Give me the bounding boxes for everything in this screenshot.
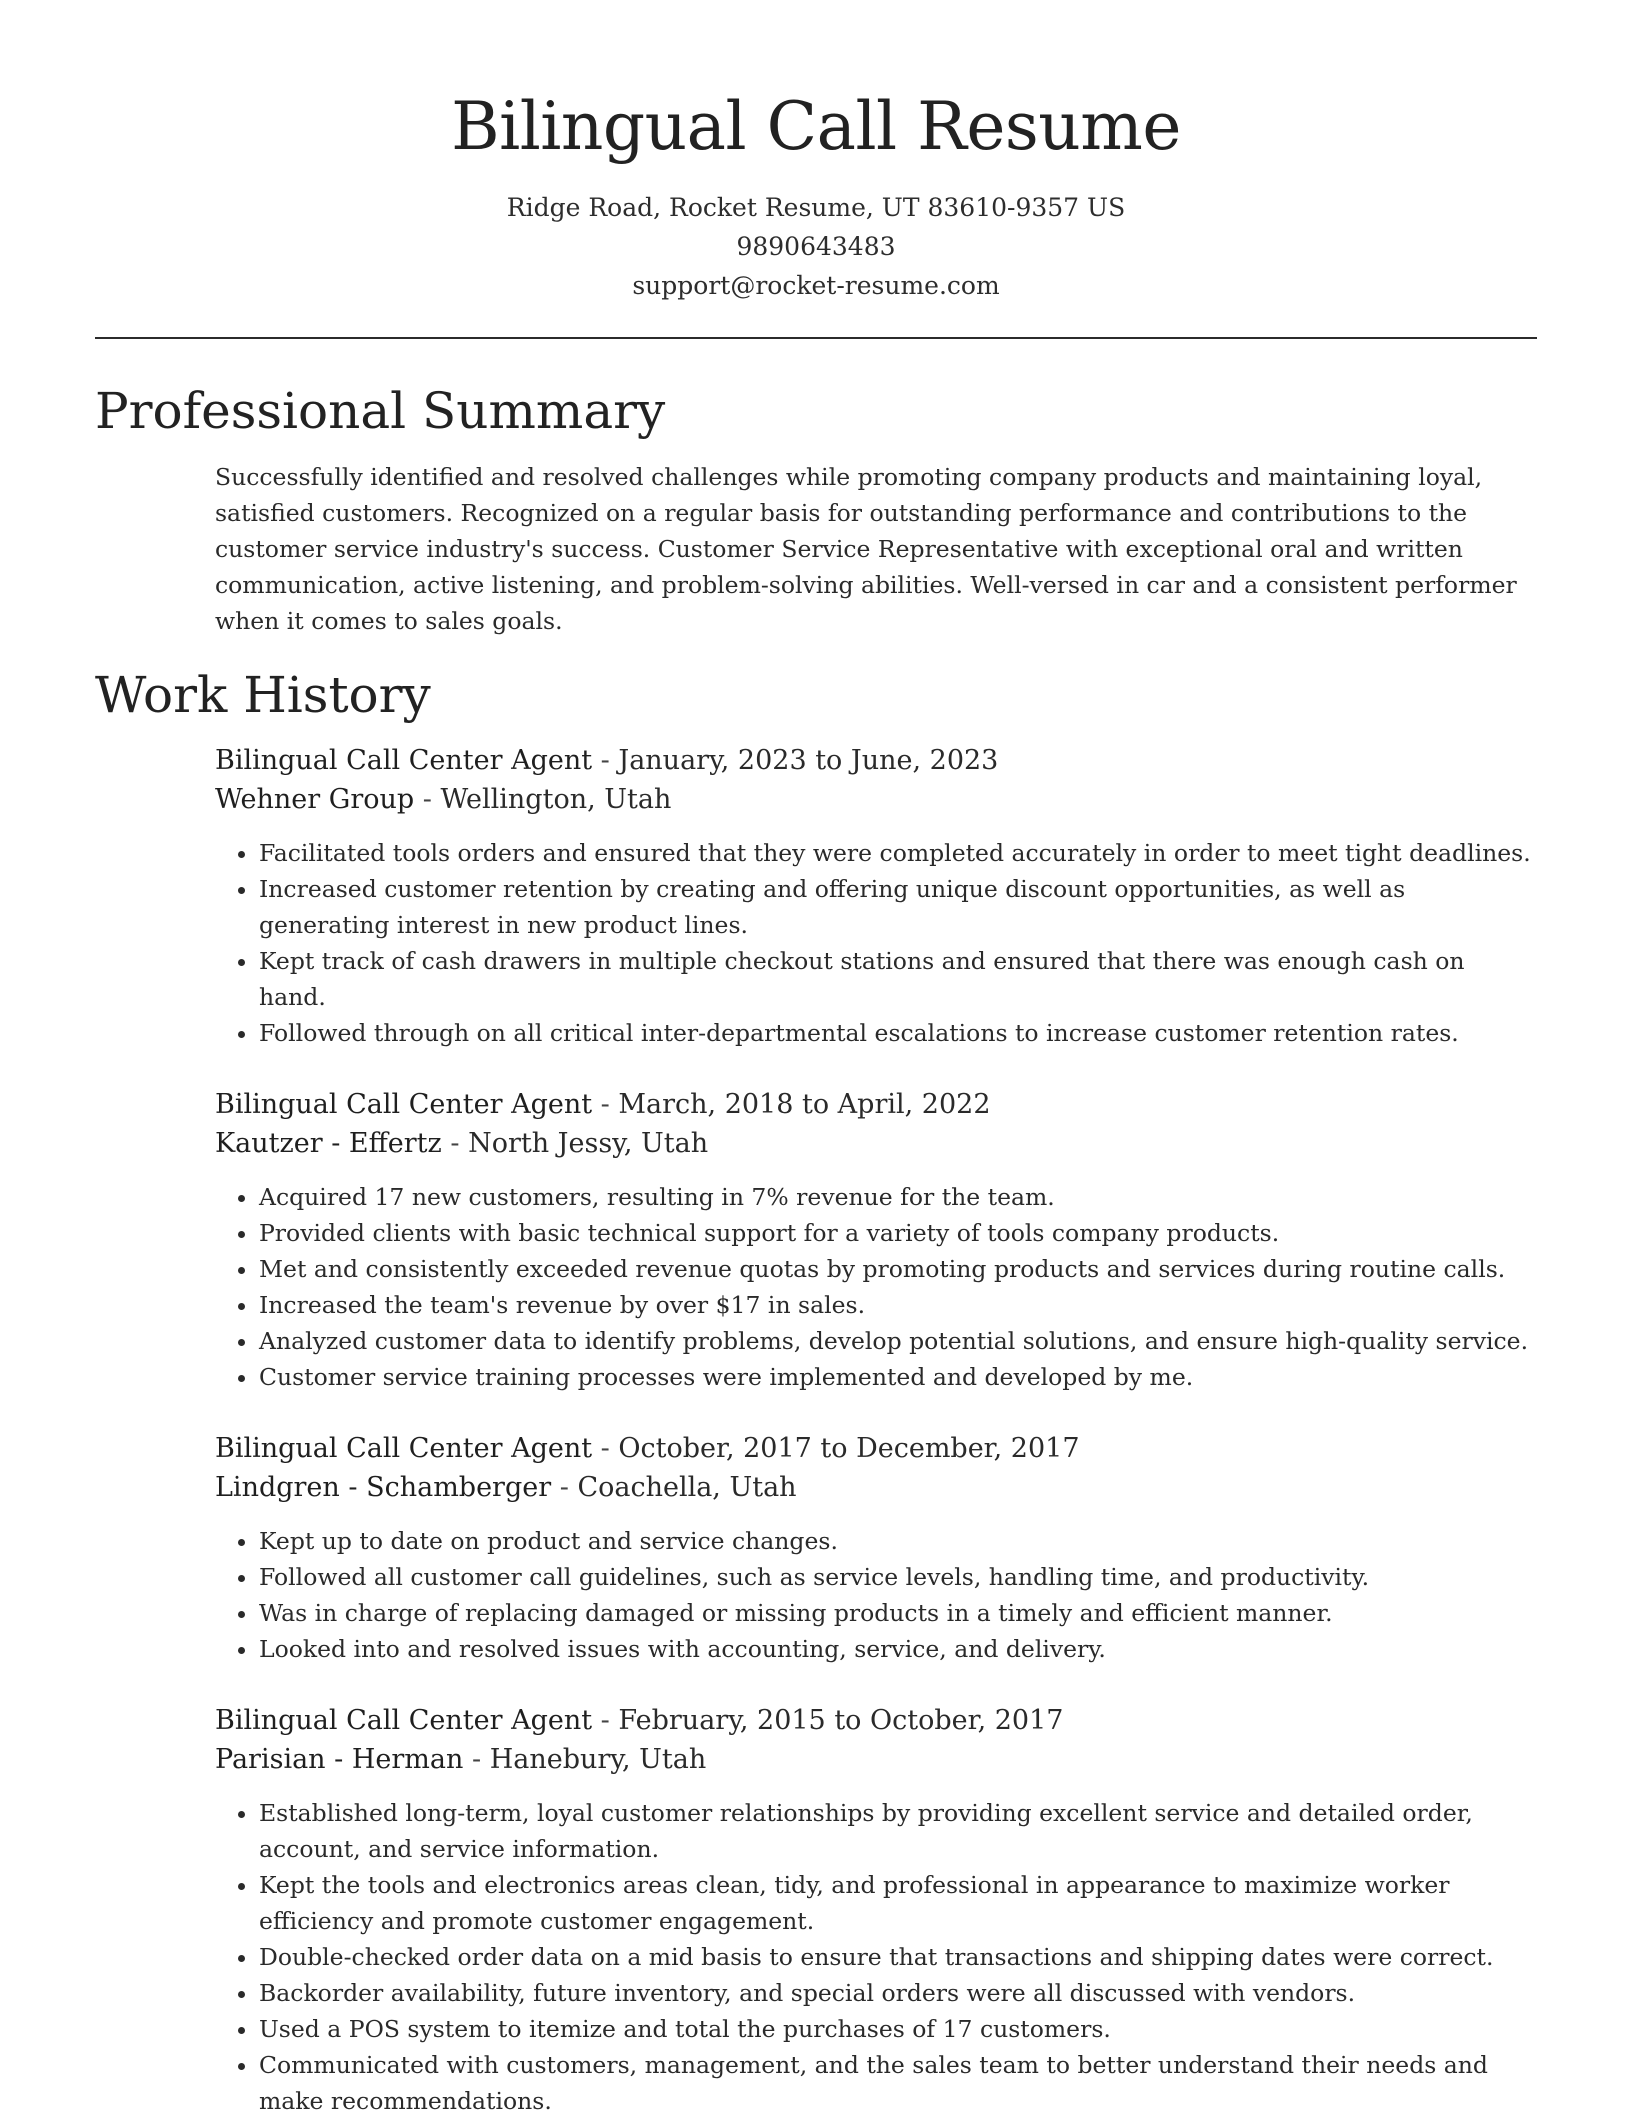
work-history-section (95, 665, 1537, 2119)
separator: - (463, 1744, 490, 1775)
job-bullets (215, 1795, 1537, 2119)
job-title-line (215, 741, 1537, 780)
summary-section (95, 381, 1537, 639)
job-entry (215, 1085, 1537, 1395)
job-bullet: • Used a POS system to itemize and total the purchases of 17 customers. (259, 2011, 1537, 2047)
job-location: Wellington, Utah (440, 784, 672, 815)
job-title: Bilingual Call Center Agent (215, 1089, 593, 1120)
job-bullet: • Communicated with customers, management, and the sales team to better understand their needs and make recommendations. (259, 2047, 1537, 2119)
summary-title: Professional Summary (95, 382, 666, 440)
separator: - (592, 1089, 619, 1120)
job-company-line (215, 1740, 1537, 1779)
job-bullet: • Double-checked order data on a mid basis to ensure that transactions and shipping dates were correct. (259, 1939, 1537, 1975)
job-bullet: • Facilitated tools orders and ensured that they were completed accurately in order to meet tight deadlines. (259, 835, 1537, 871)
job-company-line (215, 1468, 1537, 1507)
job-bullet: • Was in charge of replacing damaged or missing products in a timely and efficient manner. (259, 1595, 1537, 1631)
job-bullet: • Followed through on all critical inter-departmental escalations to increase customer retention rates. (259, 1015, 1537, 1051)
job-bullet: • Met and consistently exceeded revenue quotas by promoting products and services during routine calls. (259, 1251, 1537, 1287)
separator: - (592, 1705, 619, 1736)
job-title-line (215, 1701, 1537, 1740)
job-title-line (215, 1085, 1537, 1124)
job-bullet: • Backorder availability, future inventory, and special orders were all discussed with vendors. (259, 1975, 1537, 2011)
header-divider (95, 337, 1537, 339)
separator: - (414, 784, 441, 815)
job-dates: January, 2023 to June, 2023 (618, 745, 999, 776)
company-name: Parisian - Herman (215, 1744, 464, 1775)
job-bullets (215, 835, 1537, 1051)
job-location: Hanebury, Utah (489, 1744, 707, 1775)
job-dates: March, 2018 to April, 2022 (618, 1089, 991, 1120)
company-name: Wehner Group (215, 784, 415, 815)
job-entry (215, 741, 1537, 1051)
job-bullet: • Kept the tools and electronics areas clean, tidy, and professional in appearance to maximize worker efficiency and promote customer engagement. (259, 1867, 1537, 1939)
job-bullets (215, 1523, 1537, 1667)
work-history-title: Work History (95, 666, 431, 724)
company-name: Lindgren - Schamberger (215, 1472, 552, 1503)
job-bullet: • Customer service training processes were implemented and developed by me. (259, 1359, 1537, 1395)
job-bullet: • Analyzed customer data to identify problems, develop potential solutions, and ensure high-quality service. (259, 1323, 1537, 1359)
separator: - (441, 1128, 469, 1159)
job-entry (215, 1429, 1537, 1667)
job-entry (215, 1701, 1537, 2119)
job-bullet: • Kept up to date on product and service changes. (259, 1523, 1537, 1559)
job-title: Bilingual Call Center Agent (215, 1433, 593, 1464)
job-bullet: • Looked into and resolved issues with accounting, service, and delivery. (259, 1631, 1537, 1667)
address: Ridge Road, Rocket Resume, UT 83610-9357 US (506, 193, 1126, 222)
job-bullet: • Increased the team's revenue by over $17 in sales. (259, 1287, 1537, 1323)
separator: - (592, 745, 619, 776)
job-dates: February, 2015 to October, 2017 (618, 1705, 1064, 1736)
resume-name: Bilingual Call Resume (451, 88, 1181, 165)
job-bullet: • Kept track of cash drawers in multiple checkout stations and ensured that there was enough cash on hand. (259, 943, 1537, 1015)
job-bullet: • Established long-term, loyal customer relationships by providing excellent service and detailed order, account, and service information. (259, 1795, 1537, 1867)
company-name: Kautzer - Effertz (215, 1128, 442, 1159)
job-location: Coachella, Utah (577, 1472, 797, 1503)
email: support@rocket-resume.com (632, 271, 1000, 300)
job-company-line (215, 780, 1537, 819)
job-title-line (215, 1429, 1537, 1468)
job-bullet: • Provided clients with basic technical support for a variety of tools company products. (259, 1215, 1537, 1251)
phone: 9890643483 (736, 232, 896, 261)
job-company-line (215, 1124, 1537, 1163)
resume-header (95, 0, 1537, 305)
summary-text: Successfully identified and resolved challenges while promoting company products and maintaining loyal, satisfied customers. Recognized on a regular basis for outstanding performance and contributions to the customer service industry's success. Customer Service Representative with exceptional oral and written communication, active listening, and problem-solving abilities. Well-versed in car and a consistent performer when it comes to sales goals. (215, 463, 1517, 635)
job-dates: October, 2017 to December, 2017 (618, 1433, 1080, 1464)
job-list-container (215, 741, 1537, 2119)
job-bullet: • Increased customer retention by creating and offering unique discount opportunities, as well as generating interest in new product lines. (259, 871, 1537, 943)
job-location: North Jessy, Utah (468, 1128, 709, 1159)
job-title: Bilingual Call Center Agent (215, 745, 593, 776)
separator: - (551, 1472, 578, 1503)
job-bullet: • Followed all customer call guidelines, such as service levels, handling time, and productivity. (259, 1559, 1537, 1595)
job-bullets (215, 1179, 1537, 1395)
contact-block (95, 188, 1537, 305)
job-title: Bilingual Call Center Agent (215, 1705, 593, 1736)
job-bullet: • Acquired 17 new customers, resulting in 7% revenue for the team. (259, 1179, 1537, 1215)
separator: - (592, 1433, 619, 1464)
